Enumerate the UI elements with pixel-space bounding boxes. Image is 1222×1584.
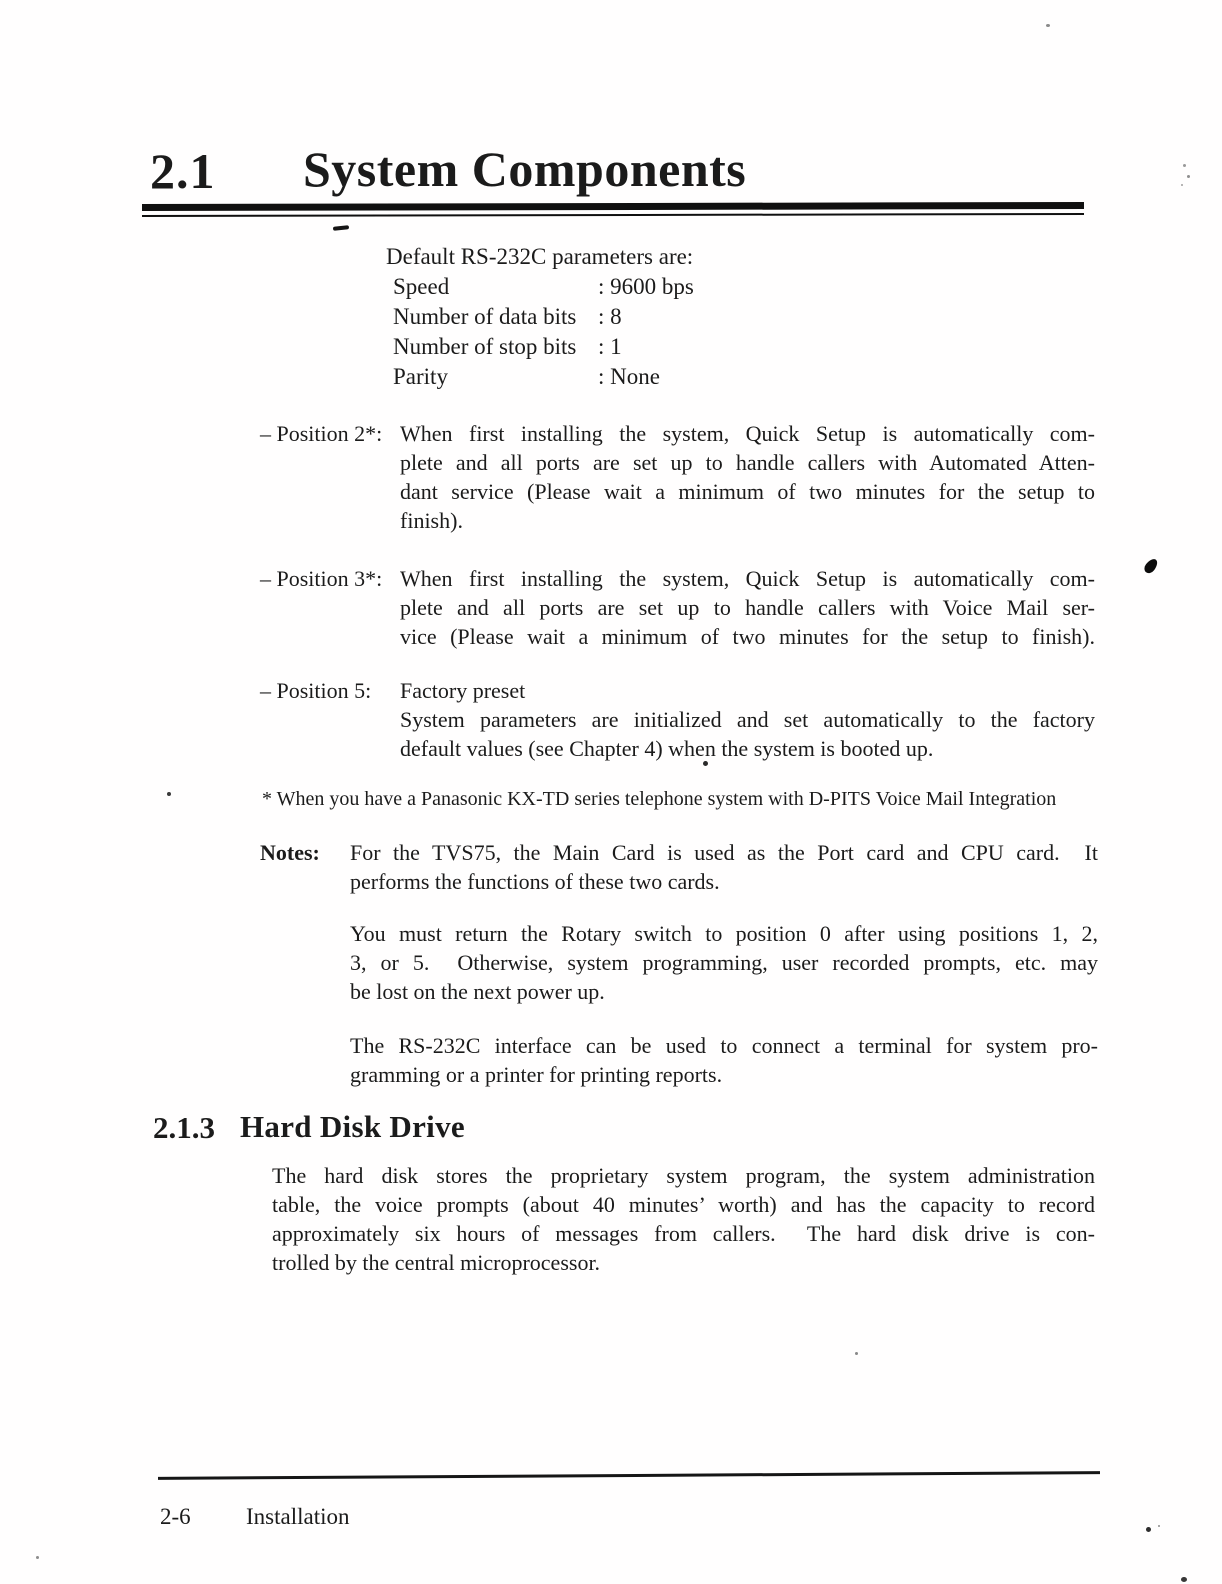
text-line: be lost on the next power up. xyxy=(350,979,605,1004)
position-3-item xyxy=(260,564,1095,651)
text-line: When first installing the system, Quick Setup is automatically com- xyxy=(400,421,1095,446)
position-3-label: – Position 3*: xyxy=(260,566,383,591)
scan-speck xyxy=(167,792,171,796)
text-line: plete and all ports are set up to handle callers with Voice Mail ser- xyxy=(400,595,1095,620)
param-value: : 9600 bps xyxy=(598,274,694,299)
text-line: gramming or a printer for printing reports. xyxy=(350,1062,723,1087)
scan-speck xyxy=(703,761,708,766)
text-line: You must return the Rotary switch to position 0 after using positions 1, 2, xyxy=(350,921,1098,946)
position-5-text xyxy=(400,676,1095,763)
position-5-label: – Position 5: xyxy=(260,678,372,703)
rs232c-parameters xyxy=(386,242,694,392)
note-paragraph xyxy=(350,919,1098,1006)
scan-speck xyxy=(36,1556,39,1559)
text-line: For the TVS75, the Main Card is used as the Port card and CPU card. It xyxy=(350,840,1098,865)
text-line: When first installing the system, Quick Setup is automatically com- xyxy=(400,566,1095,591)
heading-rule-thin xyxy=(142,213,1084,217)
text-line: vice (Please wait a minimum of two minutes for the setup to finish). xyxy=(400,624,1095,649)
param-row-data-bits xyxy=(386,302,694,332)
param-row-speed xyxy=(386,272,694,302)
heading-divider xyxy=(142,202,1084,217)
scan-speck xyxy=(1183,164,1186,167)
scan-speck xyxy=(1181,184,1183,186)
text-line: finish). xyxy=(400,508,463,533)
text-line: System parameters are initialized and set automatically to the factory xyxy=(400,707,1095,732)
text-line: table, the voice prompts (about 40 minutes’ worth) and has the capacity to record xyxy=(272,1192,1095,1217)
note-paragraph xyxy=(350,1031,1098,1089)
stray-dash-mark xyxy=(333,225,349,231)
footer-chapter-label: Installation xyxy=(246,1504,350,1529)
text-line: Factory preset xyxy=(400,678,526,703)
text-line: approximately six hours of messages from callers. The hard disk drive is con- xyxy=(272,1221,1095,1246)
scan-speck xyxy=(1181,1577,1187,1582)
subsection-title: Hard Disk Drive xyxy=(240,1109,465,1144)
notes-label: Notes: xyxy=(260,840,320,865)
param-row-parity xyxy=(386,362,694,392)
note-paragraph xyxy=(350,838,1098,896)
notes-body xyxy=(350,838,1098,1089)
footer-rule xyxy=(158,1471,1100,1480)
param-label: Parity xyxy=(393,364,448,389)
section-number: 2.1 xyxy=(150,143,216,199)
ink-blob-mark xyxy=(1142,557,1160,576)
param-label: Speed xyxy=(393,274,450,299)
subsection-number: 2.1.3 xyxy=(153,1110,215,1145)
footer-page-number: 2-6 xyxy=(160,1504,191,1529)
position-5-item xyxy=(260,676,1095,763)
scan-speck xyxy=(1187,175,1190,178)
position-2-text xyxy=(400,419,1095,535)
notes-block xyxy=(260,838,1098,1089)
text-line: 3, or 5. Otherwise, system programming, user recorded prompts, etc. may xyxy=(350,950,1098,975)
heading-rule-thick xyxy=(142,202,1084,211)
text-line: dant service (Please wait a minimum of two minutes for the setup to xyxy=(400,479,1095,504)
text-line: performs the functions of these two cards. xyxy=(350,869,720,894)
position-2-label: – Position 2*: xyxy=(260,421,383,446)
scan-speck xyxy=(1046,24,1050,27)
hard-disk-paragraph xyxy=(272,1161,1095,1277)
page-title: System Components xyxy=(303,141,747,197)
text-line: trolled by the central microprocessor. xyxy=(272,1250,601,1275)
footnote: * When you have a Panasonic KX-TD series telephone system with D-PITS Voice Mail Integration xyxy=(262,788,1057,810)
text-line: The hard disk stores the proprietary system program, the system administration xyxy=(272,1163,1095,1188)
param-row-stop-bits xyxy=(386,332,694,362)
text-line: The RS-232C interface can be used to connect a terminal for system pro- xyxy=(350,1033,1098,1058)
text-line: plete and all ports are set up to handle callers with Automated Atten- xyxy=(400,450,1095,475)
position-3-text xyxy=(400,564,1095,651)
param-label: Number of stop bits xyxy=(393,334,577,359)
text-line: default values (see Chapter 4) when the system is booted up. xyxy=(400,736,934,761)
position-2-item xyxy=(260,419,1095,535)
param-value: : 8 xyxy=(598,304,622,329)
param-label: Number of data bits xyxy=(393,304,577,329)
param-value: : None xyxy=(598,364,660,389)
rs232c-intro: Default RS-232C parameters are: xyxy=(386,244,694,269)
scan-speck xyxy=(855,1352,858,1355)
scan-speck xyxy=(1158,1525,1160,1527)
param-value: : 1 xyxy=(598,334,622,359)
scan-speck xyxy=(1146,1527,1151,1532)
